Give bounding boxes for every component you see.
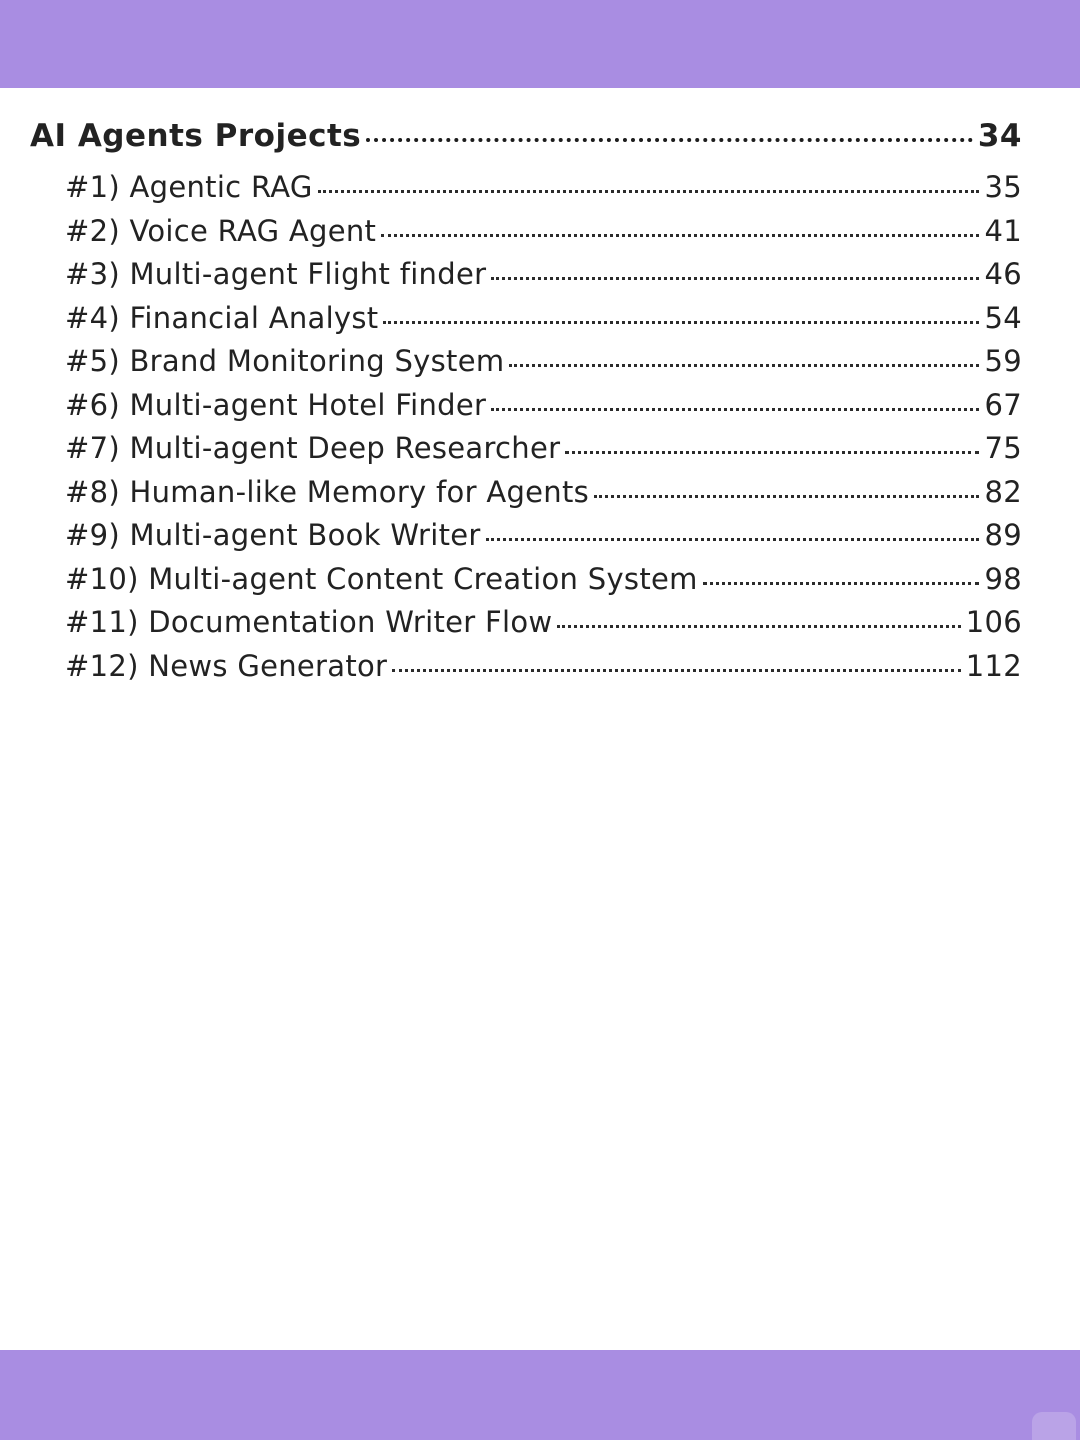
dot-leader (383, 321, 979, 324)
bottom-border-band (0, 1350, 1080, 1440)
toc-entry-page: 98 (984, 561, 1022, 596)
toc-entry-label: #8) Human-like Memory for Agents (65, 474, 590, 509)
toc-entry-label: #1) Agentic RAG (65, 170, 313, 204)
toc-entry[interactable] (30, 257, 1022, 301)
dot-leader (565, 451, 979, 454)
watermark-badge (1032, 1412, 1076, 1450)
dot-leader (486, 538, 980, 541)
toc-entry-page: 54 (984, 300, 1022, 335)
toc-entry-page: 35 (984, 170, 1022, 204)
toc-entry[interactable] (30, 214, 1022, 258)
toc-entry-label: #4) Financial Analyst (65, 300, 379, 335)
toc-entry-label: #12) News Generator (65, 648, 388, 683)
toc-entry-page: 112 (965, 648, 1022, 683)
toc-entry-page: 67 (984, 387, 1022, 422)
toc-entry-label: #3) Multi-agent Flight finder (65, 257, 487, 291)
dot-leader (491, 277, 979, 280)
toc-entry[interactable] (30, 170, 1022, 214)
toc-entry-label: #10) Multi-agent Content Creation System (65, 561, 698, 596)
dot-leader (491, 408, 979, 411)
toc-entry-label: #5) Brand Monitoring System (65, 344, 505, 378)
toc-heading-page: 34 (977, 118, 1022, 154)
toc-heading-row[interactable] (30, 118, 1022, 170)
dot-leader (392, 669, 960, 672)
dot-leader (703, 582, 980, 585)
toc-entry[interactable] (30, 649, 1022, 693)
dot-leader (509, 364, 979, 367)
toc-entry[interactable] (30, 475, 1022, 519)
toc-entry[interactable] (30, 431, 1022, 475)
toc-entry-page: 89 (984, 518, 1022, 552)
dot-leader (381, 234, 979, 237)
toc-entry-label: #7) Multi-agent Deep Researcher (65, 431, 561, 465)
toc-heading-label: AI Agents Projects (30, 118, 362, 154)
toc-entry-page: 41 (984, 213, 1022, 248)
toc-entry-label: #11) Documentation Writer Flow (65, 605, 553, 639)
toc-entry[interactable] (30, 518, 1022, 562)
dot-leader (557, 625, 960, 628)
toc-entry-label: #9) Multi-agent Book Writer (65, 518, 481, 552)
toc-entry[interactable] (30, 605, 1022, 649)
toc-entry[interactable] (30, 388, 1022, 432)
top-border-band (0, 0, 1080, 88)
dot-leader (366, 138, 973, 142)
toc-entry-page: 82 (984, 474, 1022, 509)
toc-entry[interactable] (30, 344, 1022, 388)
toc-entry-page: 59 (984, 344, 1022, 378)
toc-entry-label: #2) Voice RAG Agent (65, 213, 377, 248)
toc-entry[interactable] (30, 301, 1022, 345)
dot-leader (318, 190, 980, 193)
dot-leader (594, 495, 979, 498)
toc-entry-label: #6) Multi-agent Hotel Finder (65, 387, 487, 422)
toc-entry-page: 46 (984, 257, 1022, 291)
toc-entry-page: 106 (965, 605, 1022, 639)
toc-entry[interactable] (30, 562, 1022, 606)
toc-page (0, 88, 1080, 1350)
toc-entry-page: 75 (984, 431, 1022, 465)
